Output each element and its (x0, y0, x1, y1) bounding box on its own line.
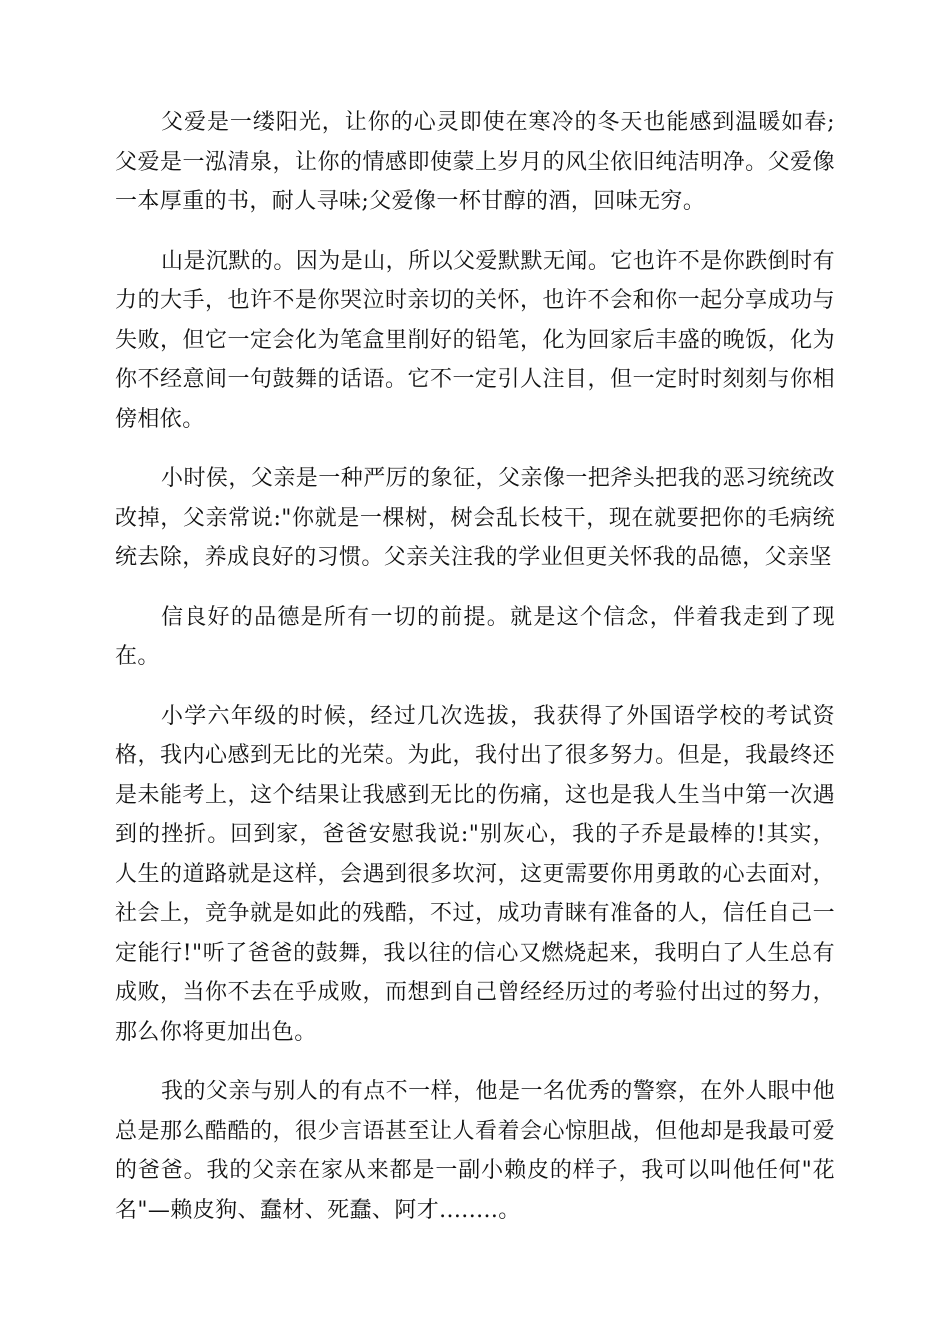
paragraph-6: 我的父亲与别人的有点不一样，他是一名优秀的警察，在外人眼中他总是那么酷酷的，很少言语甚至让人看着会心惊胆战，但他却是我最可爱的爸爸。我的父亲在家从来都是一副小赖皮的样子，我可以叫他任何"花名"—赖皮狗、蠢材、死蠢、阿才........。 (115, 1079, 835, 1223)
paragraph-2: 山是沉默的。因为是山，所以父爱默默无闻。它也许不是你跌倒时有力的大手，也许不是你哭泣时亲切的关怀，也许不会和你一起分享成功与失败，但它一定会化为笔盒里削好的铅笔，化为回家后丰盛的晚饭，化为你不经意间一句鼓舞的话语。它不一定引人注目，但一定时时刻刻与你相傍相依。 (115, 248, 835, 432)
paragraph-4: 信良好的品德是所有一切的前提。就是这个信念，伴着我走到了现在。 (115, 604, 835, 669)
paragraph-1: 父爱是一缕阳光，让你的心灵即使在寒冷的冬天也能感到温暖如春;父爱是一泓清泉，让你的情感即使蒙上岁月的风尘依旧纯洁明净。父爱像一本厚重的书，耐人寻味;父爱像一杯甘醇的酒，回味无穷。 (115, 110, 835, 214)
paragraph-3: 小时侯，父亲是一种严厉的象征，父亲像一把斧头把我的恶习统统改改掉，父亲常说:"你就是一棵树，树会乱长枝干，现在就要把你的毛病统统去除，养成良好的习惯。父亲关注我的学业但更关怀我的品德，父亲坚 (115, 466, 835, 570)
paragraph-5: 小学六年级的时候，经过几次选拔，我获得了外国语学校的考试资格，我内心感到无比的光荣。为此，我付出了很多努力。但是，我最终还是未能考上，这个结果让我感到无比的伤痛，这也是我人生当中第一次遇到的挫折。回到家，爸爸安慰我说:"别灰心，我的子乔是最棒的!其实，人生的道路就是这样，会遇到很多坎河，这更需要你用勇敢的心去面对，社会上，竞争就是如此的残酷，不过，成功青睐有准备的人，信任自己一定能行!"听了爸爸的鼓舞，我以往的信心又燃烧起来，我明白了人生总有成败，当你不去在乎成败，而想到自己曾经经历过的考验付出过的努力，那么你将更加出色。 (115, 703, 835, 1045)
document-body (115, 103, 835, 1230)
